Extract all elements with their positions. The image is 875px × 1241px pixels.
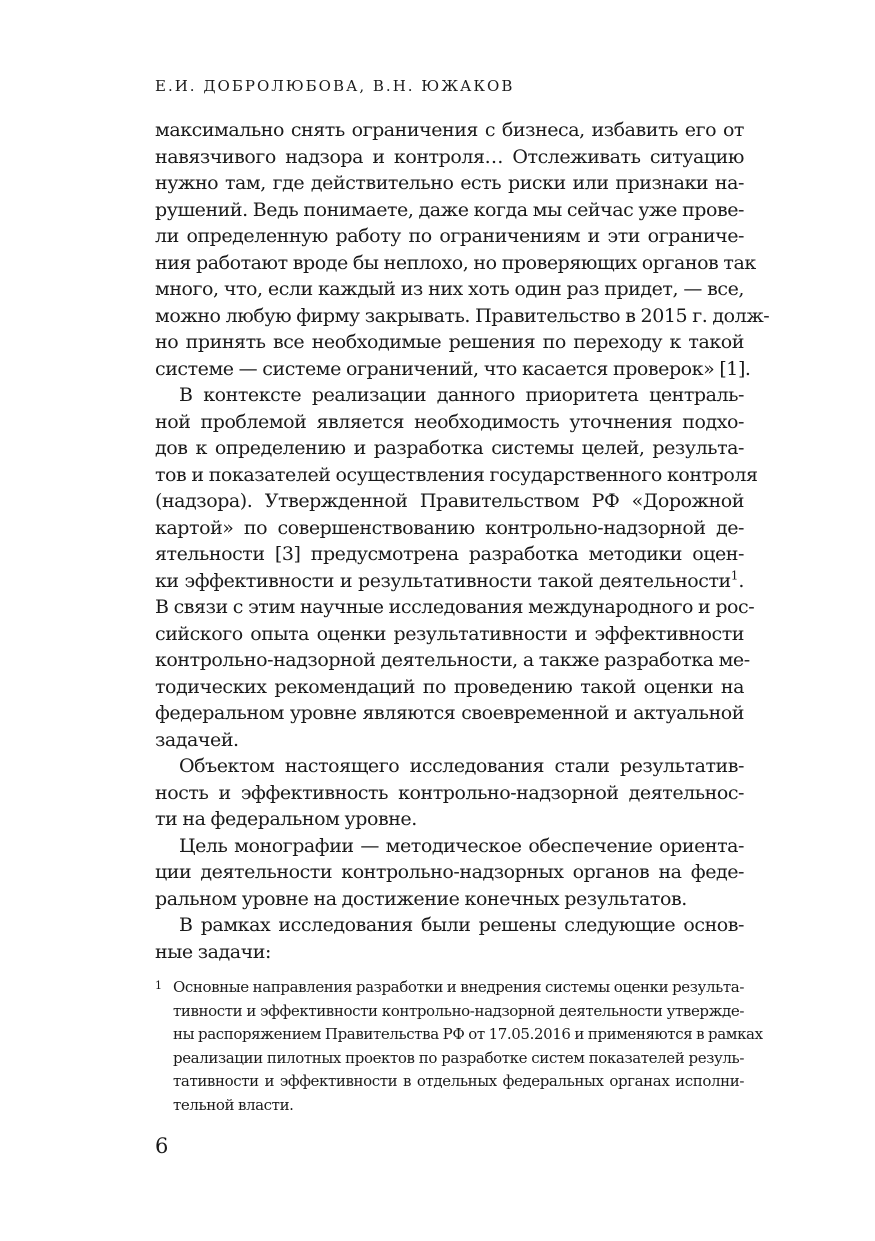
footnote-line: Основные направления разработки и внедрения системы оценки результа- xyxy=(173,978,744,996)
text-line: ния работают вроде бы неплохо, но проверяющих органов так xyxy=(155,251,756,274)
footnote-reference[interactable]: 1 xyxy=(730,568,739,583)
text-line: ли определенную работу по ограничениям и эти ограниче- xyxy=(155,225,744,247)
page-number: 6 xyxy=(155,1134,169,1158)
running-header-authors: Е.И. ДОБРОЛЮБОВА, В.Н. ЮЖАКОВ xyxy=(155,77,515,95)
text-line: ти на федеральном уровне. xyxy=(155,808,417,830)
text-line: В связи с этим научные исследования международного и рос- xyxy=(155,596,755,618)
footnote-line: ны распоряжением Правительства РФ от 17.05.2016 и применяются в рамках xyxy=(173,1025,763,1044)
text-line: ральном уровне на достижение конечных результатов. xyxy=(155,887,687,910)
text-line: ность и эффективность контрольно-надзорной деятельнос- xyxy=(155,781,744,804)
text-line: много, что, если каждый из них хоть один раз придет, — все, xyxy=(155,278,744,300)
text-line: ной проблемой является необходимость уточнения подхо- xyxy=(155,410,744,433)
text-line: ные задачи: xyxy=(155,940,271,963)
footnote-text xyxy=(173,976,763,1118)
text-line: нужно там, где действительно есть риски или признаки на- xyxy=(155,172,744,194)
text-line: Объектом настоящего исследования стали результатив- xyxy=(179,755,744,777)
text-line: задачей. xyxy=(155,728,239,751)
text-line: контрольно-надзорной деятельности, а также разработка ме- xyxy=(155,649,750,671)
body-text xyxy=(155,117,770,965)
footnote-line: тельной власти. xyxy=(173,1095,294,1114)
text-line: рушений. Ведь понимаете, даже когда мы сейчас уже прове- xyxy=(155,198,744,221)
text-line: Цель монографии — методическое обеспечение ориента- xyxy=(179,834,744,857)
footnote-line: реализации пилотных проектов по разработке систем показателей резуль- xyxy=(173,1048,744,1067)
text-line: ции деятельности контрольно-надзорных органов на феде- xyxy=(155,861,744,883)
text-line: но принять все необходимые решения по переходу к такой xyxy=(155,331,744,353)
text-line: (надзора). Утвержденной Правительством РФ «Дорожной xyxy=(155,490,744,512)
text-line: максимально снять ограничения с бизнеса, избавить его от xyxy=(155,119,744,141)
footnote-marker: 1 xyxy=(155,979,162,992)
text-line: можно любую фирму закрывать. Правительство в 2015 г. долж- xyxy=(155,304,770,327)
text-line: В рамках исследования были решены следующие основ- xyxy=(179,914,744,936)
text-line: тодических рекомендаций по проведению такой оценки на xyxy=(155,675,744,698)
footnote-reference-period: . xyxy=(738,569,744,592)
text-line: навязчивого надзора и контроля… Отслеживать ситуацию xyxy=(155,145,744,168)
text-line-with-footnote xyxy=(155,568,744,595)
text-line: ятельности [3] предусмотрена разработка методики оцен- xyxy=(155,543,744,565)
footnote-line: тивности и эффективности контрольно-надзорной деятельности утвержде- xyxy=(173,1001,744,1020)
text-line: системе — системе ограничений, что касается проверок» [1]. xyxy=(155,357,751,380)
text-line: сийского опыта оценки результативности и эффективности xyxy=(155,622,744,645)
text-line: В контексте реализации данного приоритета централь- xyxy=(179,384,744,406)
footnote-line: тативности и эффективности в отдельных федеральных органах исполни- xyxy=(173,1072,744,1091)
text-line: федеральном уровне являются своевременной и актуальной xyxy=(155,702,744,724)
text-line: тов и показателей осуществления государственного контроля xyxy=(155,463,758,486)
text-line-content: ки эффективности и результативности такой деятельности xyxy=(155,569,731,592)
text-line: картой» по совершенствованию контрольно-надзорной де- xyxy=(155,516,744,539)
text-line: дов к определению и разработка системы целей, результа- xyxy=(155,437,744,459)
